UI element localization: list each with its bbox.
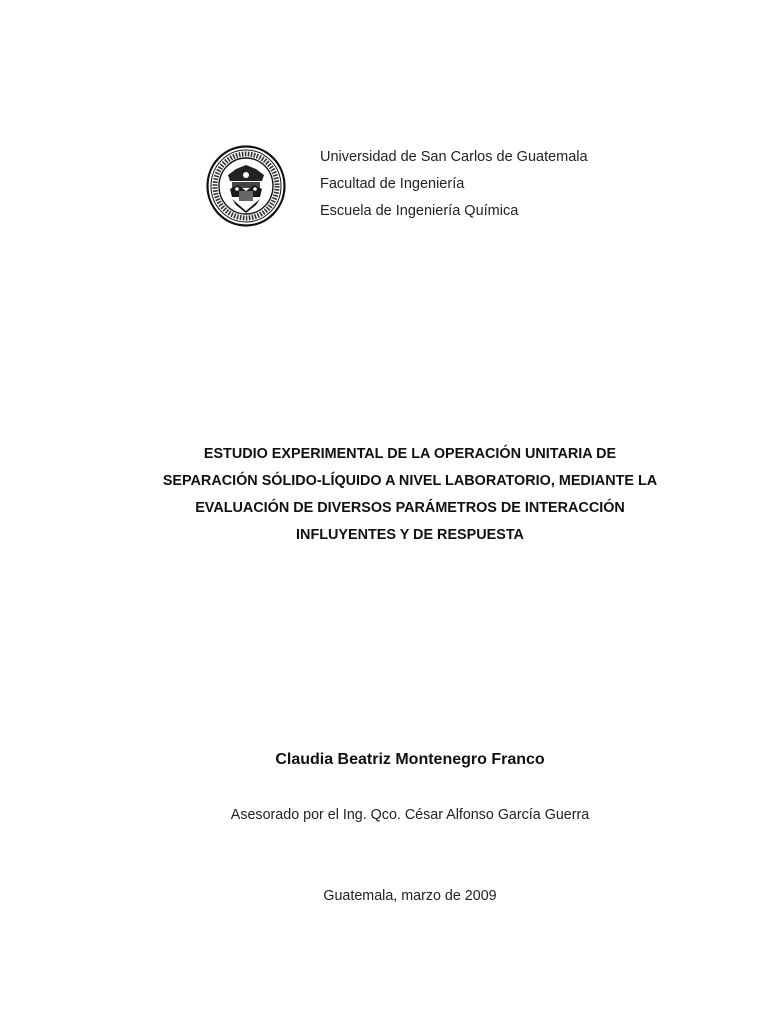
thesis-title: [110, 441, 710, 549]
school-name: Escuela de Ingeniería Química: [320, 203, 519, 219]
author-name: Claudia Beatriz Montenegro Franco: [275, 751, 545, 768]
faculty-name: Facultad de Ingeniería: [320, 176, 465, 192]
advisor-line: Asesorado por el Ing. Qco. César Alfonso García Guerra: [230, 807, 590, 823]
university-name: Universidad de San Carlos de Guatemala: [320, 149, 588, 165]
university-seal-icon: [206, 145, 286, 227]
title-line-4: INFLUYENTES Y DE RESPUESTA: [296, 527, 524, 543]
institution-header: [320, 144, 588, 225]
place-date: Guatemala, marzo de 2009: [323, 888, 497, 904]
title-line-1: ESTUDIO EXPERIMENTAL DE LA OPERACIÓN UNITARIA DE: [203, 446, 617, 462]
title-line-3: EVALUACIÓN DE DIVERSOS PARÁMETROS DE INTERACCIÓN: [195, 500, 625, 516]
title-line-2: SEPARACIÓN SÓLIDO-LÍQUIDO A NIVEL LABORATORIO, MEDIANTE LA: [162, 473, 658, 489]
